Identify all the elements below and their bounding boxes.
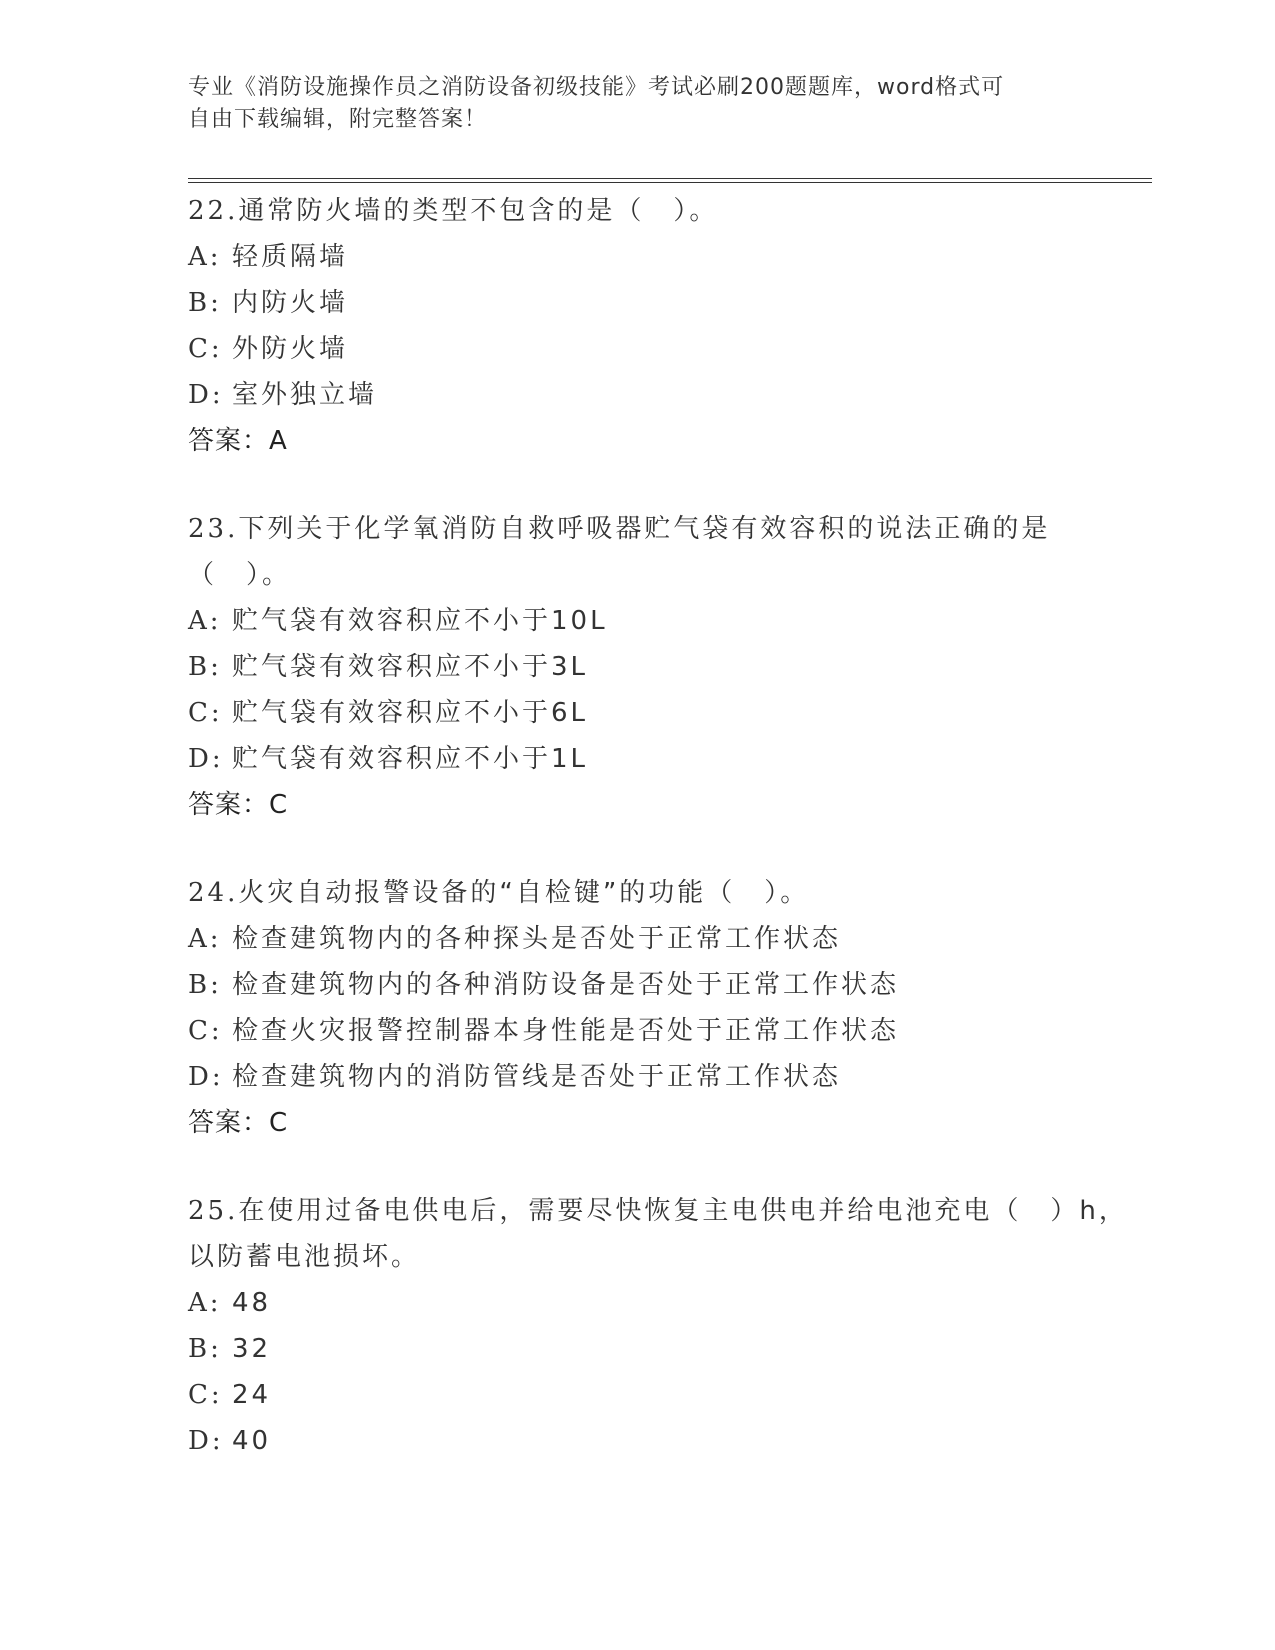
option-text: 贮气袋有效容积应不小于1L [232,744,589,774]
question-text: 在使用过备电供电后，需要尽快恢复主电供电并给电池充电（ ）h，以防蓄电池损坏。 [188,1196,1128,1272]
option-letter: C: [188,334,223,364]
option-text: 外防火墙 [232,334,349,364]
option-b [188,280,1148,326]
option-a [188,1280,1148,1326]
option-text: 24 [232,1380,272,1410]
question-stem [188,870,1148,916]
option-text: 检查建筑物内的消防管线是否处于正常工作状态 [232,1062,842,1092]
option-text: 检查火灾报警控制器本身性能是否处于正常工作状态 [232,1016,900,1046]
option-d [188,1418,1148,1464]
option-a [188,916,1148,962]
option-c [188,690,1148,736]
option-text: 48 [232,1288,272,1318]
question-25 [188,1188,1148,1464]
question-24 [188,870,1148,1146]
option-c [188,326,1148,372]
option-letter: D: [188,1426,224,1456]
question-stem [188,188,1148,234]
question-text: 火灾自动报警设备的“自检键”的功能（ ）。 [238,878,810,908]
document-header [188,72,1088,136]
option-text: 轻质隔墙 [232,242,349,272]
question-stem [188,506,1148,598]
answer-line: 答案：A [188,426,288,456]
option-letter: B: [188,652,222,682]
question-number: 24. [188,878,239,908]
option-b [188,644,1148,690]
option-d [188,1054,1148,1100]
option-c [188,1008,1148,1054]
question-stem [188,1188,1148,1280]
option-d [188,372,1148,418]
option-c [188,1372,1148,1418]
option-a [188,234,1148,280]
option-text: 贮气袋有效容积应不小于3L [232,652,589,682]
answer-line: 答案：C [188,1108,289,1138]
option-letter: C: [188,698,223,728]
option-letter: A: [188,924,222,954]
header-line-2: 自由下载编辑，附完整答案！ [188,107,488,132]
question-list [188,188,1148,1506]
option-letter: D: [188,744,224,774]
question-23 [188,506,1148,828]
option-letter: B: [188,288,222,318]
option-text: 检查建筑物内的各种探头是否处于正常工作状态 [232,924,842,954]
answer-line: 答案：C [188,790,289,820]
question-text: 下列关于化学氧消防自救呼吸器贮气袋有效容积的说法正确的是（ ）。 [188,514,1051,590]
option-b [188,962,1148,1008]
question-number: 23. [188,514,239,544]
option-text: 贮气袋有效容积应不小于10L [232,606,608,636]
option-text: 室外独立墙 [232,380,378,410]
option-text: 40 [232,1426,272,1456]
option-text: 32 [232,1334,272,1364]
header-divider-bottom [188,182,1152,183]
option-letter: D: [188,380,224,410]
option-b [188,1326,1148,1372]
option-a [188,598,1148,644]
option-letter: B: [188,970,222,1000]
option-letter: C: [188,1380,223,1410]
option-letter: C: [188,1016,223,1046]
option-letter: A: [188,606,222,636]
option-letter: B: [188,1334,222,1364]
question-text: 通常防火墙的类型不包含的是（ ）。 [238,196,719,226]
option-letter: A: [188,1288,222,1318]
option-letter: A: [188,242,222,272]
option-d [188,736,1148,782]
option-text: 贮气袋有效容积应不小于6L [232,698,589,728]
header-line-1: 专业《消防设施操作员之消防设备初级技能》考试必刷200题题库，word格式可 [188,75,1005,100]
question-22 [188,188,1148,464]
option-text: 内防火墙 [232,288,349,318]
question-number: 22. [188,196,239,226]
header-divider-top [188,178,1152,179]
option-letter: D: [188,1062,224,1092]
question-number: 25. [188,1196,239,1226]
option-text: 检查建筑物内的各种消防设备是否处于正常工作状态 [232,970,900,1000]
